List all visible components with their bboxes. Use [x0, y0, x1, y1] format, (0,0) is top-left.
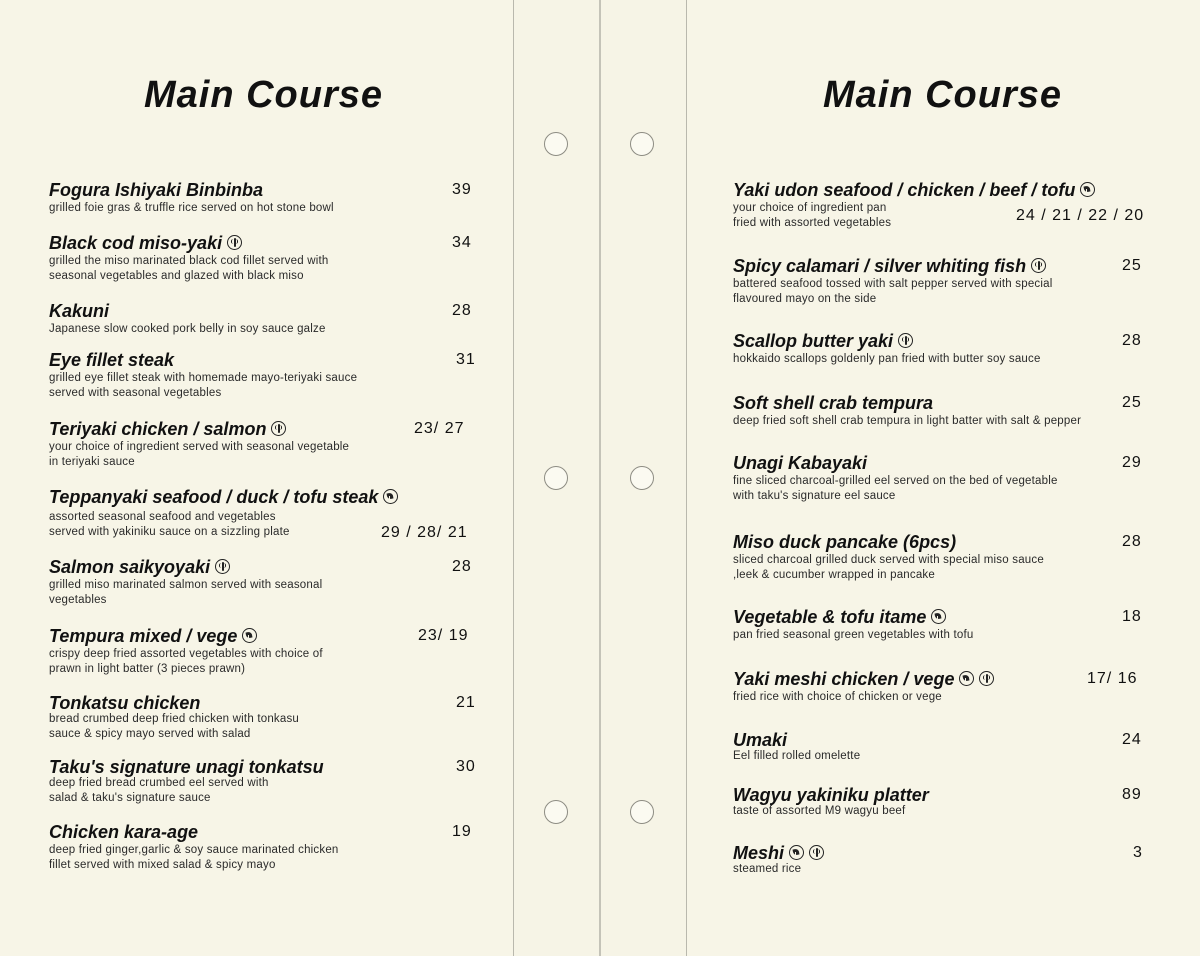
menu-item-price: 39: [452, 181, 472, 198]
menu-item-price: 28: [1122, 533, 1142, 550]
menu-item-description: fillet served with mixed salad & spicy mayo: [49, 859, 276, 871]
menu-item-price: 28: [452, 558, 472, 575]
vegetarian-icon: [931, 609, 946, 624]
menu-item-name: [733, 606, 946, 628]
menu-item-price: 28: [452, 302, 472, 319]
gluten-free-icon: [1031, 258, 1046, 273]
menu-item-description: your choice of ingredient served with seasonal vegetable: [49, 441, 350, 453]
menu-item-price: 24: [1122, 731, 1142, 748]
menu-item-description: fried rice with choice of chicken or vege: [733, 691, 942, 703]
menu-item-name: [733, 452, 867, 474]
menu-item-name-text: Salmon saikyoyaki: [49, 557, 211, 577]
menu-item-name-text: Spicy calamari / silver whiting fish: [733, 256, 1027, 276]
menu-item-name: [733, 784, 929, 806]
menu-item-name-text: Tonkatsu chicken: [49, 693, 201, 713]
menu-item-name: [733, 531, 956, 553]
menu-item-name-text: Fogura Ishiyaki Binbinba: [49, 180, 264, 200]
menu-item-name: [49, 625, 257, 647]
binder-hole: [544, 132, 568, 156]
menu-item-name: [733, 179, 1095, 201]
menu-item-name: [49, 556, 230, 578]
menu-item-description: in teriyaki sauce: [49, 456, 135, 468]
page-title: Main Course: [823, 74, 1063, 116]
menu-item-description: vegetables: [49, 594, 107, 606]
menu-item-description: pan fried seasonal green vegetables with tofu: [733, 629, 974, 641]
gluten-free-icon: [227, 235, 242, 250]
menu-item-price: 29 / 28/ 21: [381, 524, 468, 541]
gluten-free-icon: [271, 421, 286, 436]
menu-item-name: [49, 179, 263, 201]
menu-item-name-text: Wagyu yakiniku platter: [733, 785, 929, 805]
menu-item-name-text: Meshi: [733, 843, 785, 863]
menu-item-name-text: Taku's signature unagi tonkatsu: [49, 757, 324, 777]
menu-item-description: fried with assorted vegetables: [733, 217, 892, 229]
binder-hole: [630, 132, 654, 156]
vegetarian-icon: [242, 628, 257, 643]
menu-item-description: with taku's signature eel sauce: [733, 490, 896, 502]
menu-item-description: Japanese slow cooked pork belly in soy sauce galze: [49, 323, 326, 335]
menu-item-name-text: Teriyaki chicken / salmon: [49, 419, 267, 439]
menu-item-name-text: Vegetable & tofu itame: [733, 607, 927, 627]
menu-item-name-text: Yaki udon seafood / chicken / beef / tofu: [733, 180, 1076, 200]
menu-item-price: 34: [452, 234, 472, 251]
menu-item-name: [49, 232, 242, 254]
menu-item-name: [733, 330, 913, 352]
menu-item-name: [733, 842, 824, 864]
menu-item-name-text: Unagi Kabayaki: [733, 453, 868, 473]
menu-item-description: grilled foie gras & truffle rice served on hot stone bowl: [49, 202, 334, 214]
menu-item-name-text: Chicken kara-age: [49, 822, 199, 842]
menu-item-price: 30: [456, 758, 476, 775]
menu-item-price: 28: [1122, 332, 1142, 349]
menu-item-price: 23/ 27: [414, 420, 465, 437]
menu-item-name-text: Eye fillet steak: [49, 350, 175, 370]
menu-item-price: 89: [1122, 786, 1142, 803]
menu-item-description: steamed rice: [733, 863, 802, 875]
menu-item-description: deep fried soft shell crab tempura in light batter with salt & pepper: [733, 415, 1082, 427]
gluten-free-icon: [979, 671, 994, 686]
menu-item-description: ,leek & cucumber wrapped in pancake: [733, 569, 935, 581]
menu-item-description: bread crumbed deep fried chicken with tonkasu: [49, 713, 300, 725]
menu-item-name: [49, 418, 286, 440]
menu-item-name: [733, 668, 994, 690]
menu-item-description: battered seafood tossed with salt pepper served with special: [733, 278, 1053, 290]
vegetarian-icon: [789, 845, 804, 860]
menu-item-name: [733, 255, 1046, 277]
menu-item-description: sauce & spicy mayo served with salad: [49, 728, 251, 740]
menu-item-description: fine sliced charcoal-grilled eel served on the bed of vegetable: [733, 475, 1058, 487]
menu-item-description: assorted seasonal seafood and vegetables: [49, 511, 276, 523]
menu-item-description: seasonal vegetables and glazed with black miso: [49, 270, 304, 282]
binder-hole: [544, 466, 568, 490]
menu-item-price: 19: [452, 823, 472, 840]
menu-item-description: your choice of ingredient pan: [733, 202, 887, 214]
menu-item-description: flavoured mayo on the side: [733, 293, 877, 305]
menu-item-name: [49, 349, 174, 371]
menu-item-name-text: Kakuni: [49, 301, 110, 321]
binder-hole: [544, 800, 568, 824]
menu-item-description: taste of assorted M9 wagyu beef: [733, 805, 906, 817]
menu-item-price: 23/ 19: [418, 627, 469, 644]
menu-item-price: 3: [1133, 844, 1143, 861]
menu-item-price: 31: [456, 351, 476, 368]
menu-item-description: Eel filled rolled omelette: [733, 750, 861, 762]
binder-hole: [630, 800, 654, 824]
menu-item-name: [49, 692, 200, 714]
menu-item-description: crispy deep fried assorted vegetables with choice of: [49, 648, 323, 660]
menu-item-name: [733, 729, 787, 751]
binder-gutter-right: [600, 0, 686, 956]
menu-item-name-text: Tempura mixed / vege: [49, 626, 238, 646]
menu-item-name-text: Umaki: [733, 730, 788, 750]
menu-item-description: served with seasonal vegetables: [49, 387, 222, 399]
menu-item-name-text: Black cod miso-yaki: [49, 233, 223, 253]
menu-page-left: [0, 0, 514, 956]
menu-item-description: prawn in light batter (3 pieces prawn): [49, 663, 246, 675]
menu-item-name: [49, 300, 109, 322]
menu-item-price: 24 / 21 / 22 / 20: [1016, 207, 1145, 224]
menu-item-name-text: Scallop butter yaki: [733, 331, 894, 351]
vegetarian-icon: [1080, 182, 1095, 197]
menu-item-price: 17/ 16: [1087, 670, 1138, 687]
binder-hole: [630, 466, 654, 490]
menu-item-description: salad & taku's signature sauce: [49, 792, 211, 804]
gluten-free-icon: [215, 559, 230, 574]
menu-item-price: 29: [1122, 454, 1142, 471]
menu-item-description: sliced charcoal grilled duck served with special miso sauce: [733, 554, 1044, 566]
menu-item-name-text: Yaki meshi chicken / vege: [733, 669, 955, 689]
menu-item-description: deep fried ginger,garlic & soy sauce marinated chicken: [49, 844, 339, 856]
menu-item-description: grilled miso marinated salmon served with seasonal: [49, 579, 323, 591]
menu-item-price: 25: [1122, 257, 1142, 274]
page-title: Main Course: [144, 74, 384, 116]
menu-item-name: [49, 756, 324, 778]
menu-item-name-text: Miso duck pancake (6pcs): [733, 532, 957, 552]
menu-item-description: grilled the miso marinated black cod fillet served with: [49, 255, 329, 267]
menu-item-name: [49, 486, 398, 508]
menu-item-description: deep fried bread crumbed eel served with: [49, 777, 269, 789]
vegetarian-icon: [383, 489, 398, 504]
menu-item-name: [733, 392, 933, 414]
menu-item-price: 25: [1122, 394, 1142, 411]
gluten-free-icon: [898, 333, 913, 348]
vegetarian-icon: [959, 671, 974, 686]
menu-item-description: grilled eye fillet steak with homemade mayo-teriyaki sauce: [49, 372, 358, 384]
gluten-free-icon: [809, 845, 824, 860]
binder-gutter-left: [514, 0, 600, 956]
menu-item-description: served with yakiniku sauce on a sizzling plate: [49, 526, 290, 538]
menu-item-name: [49, 821, 198, 843]
menu-item-description: hokkaido scallops goldenly pan fried with butter soy sauce: [733, 353, 1041, 365]
menu-item-price: 21: [456, 694, 476, 711]
menu-item-price: 18: [1122, 608, 1142, 625]
menu-item-name-text: Soft shell crab tempura: [733, 393, 934, 413]
menu-item-name-text: Teppanyaki seafood / duck / tofu steak: [49, 487, 379, 507]
